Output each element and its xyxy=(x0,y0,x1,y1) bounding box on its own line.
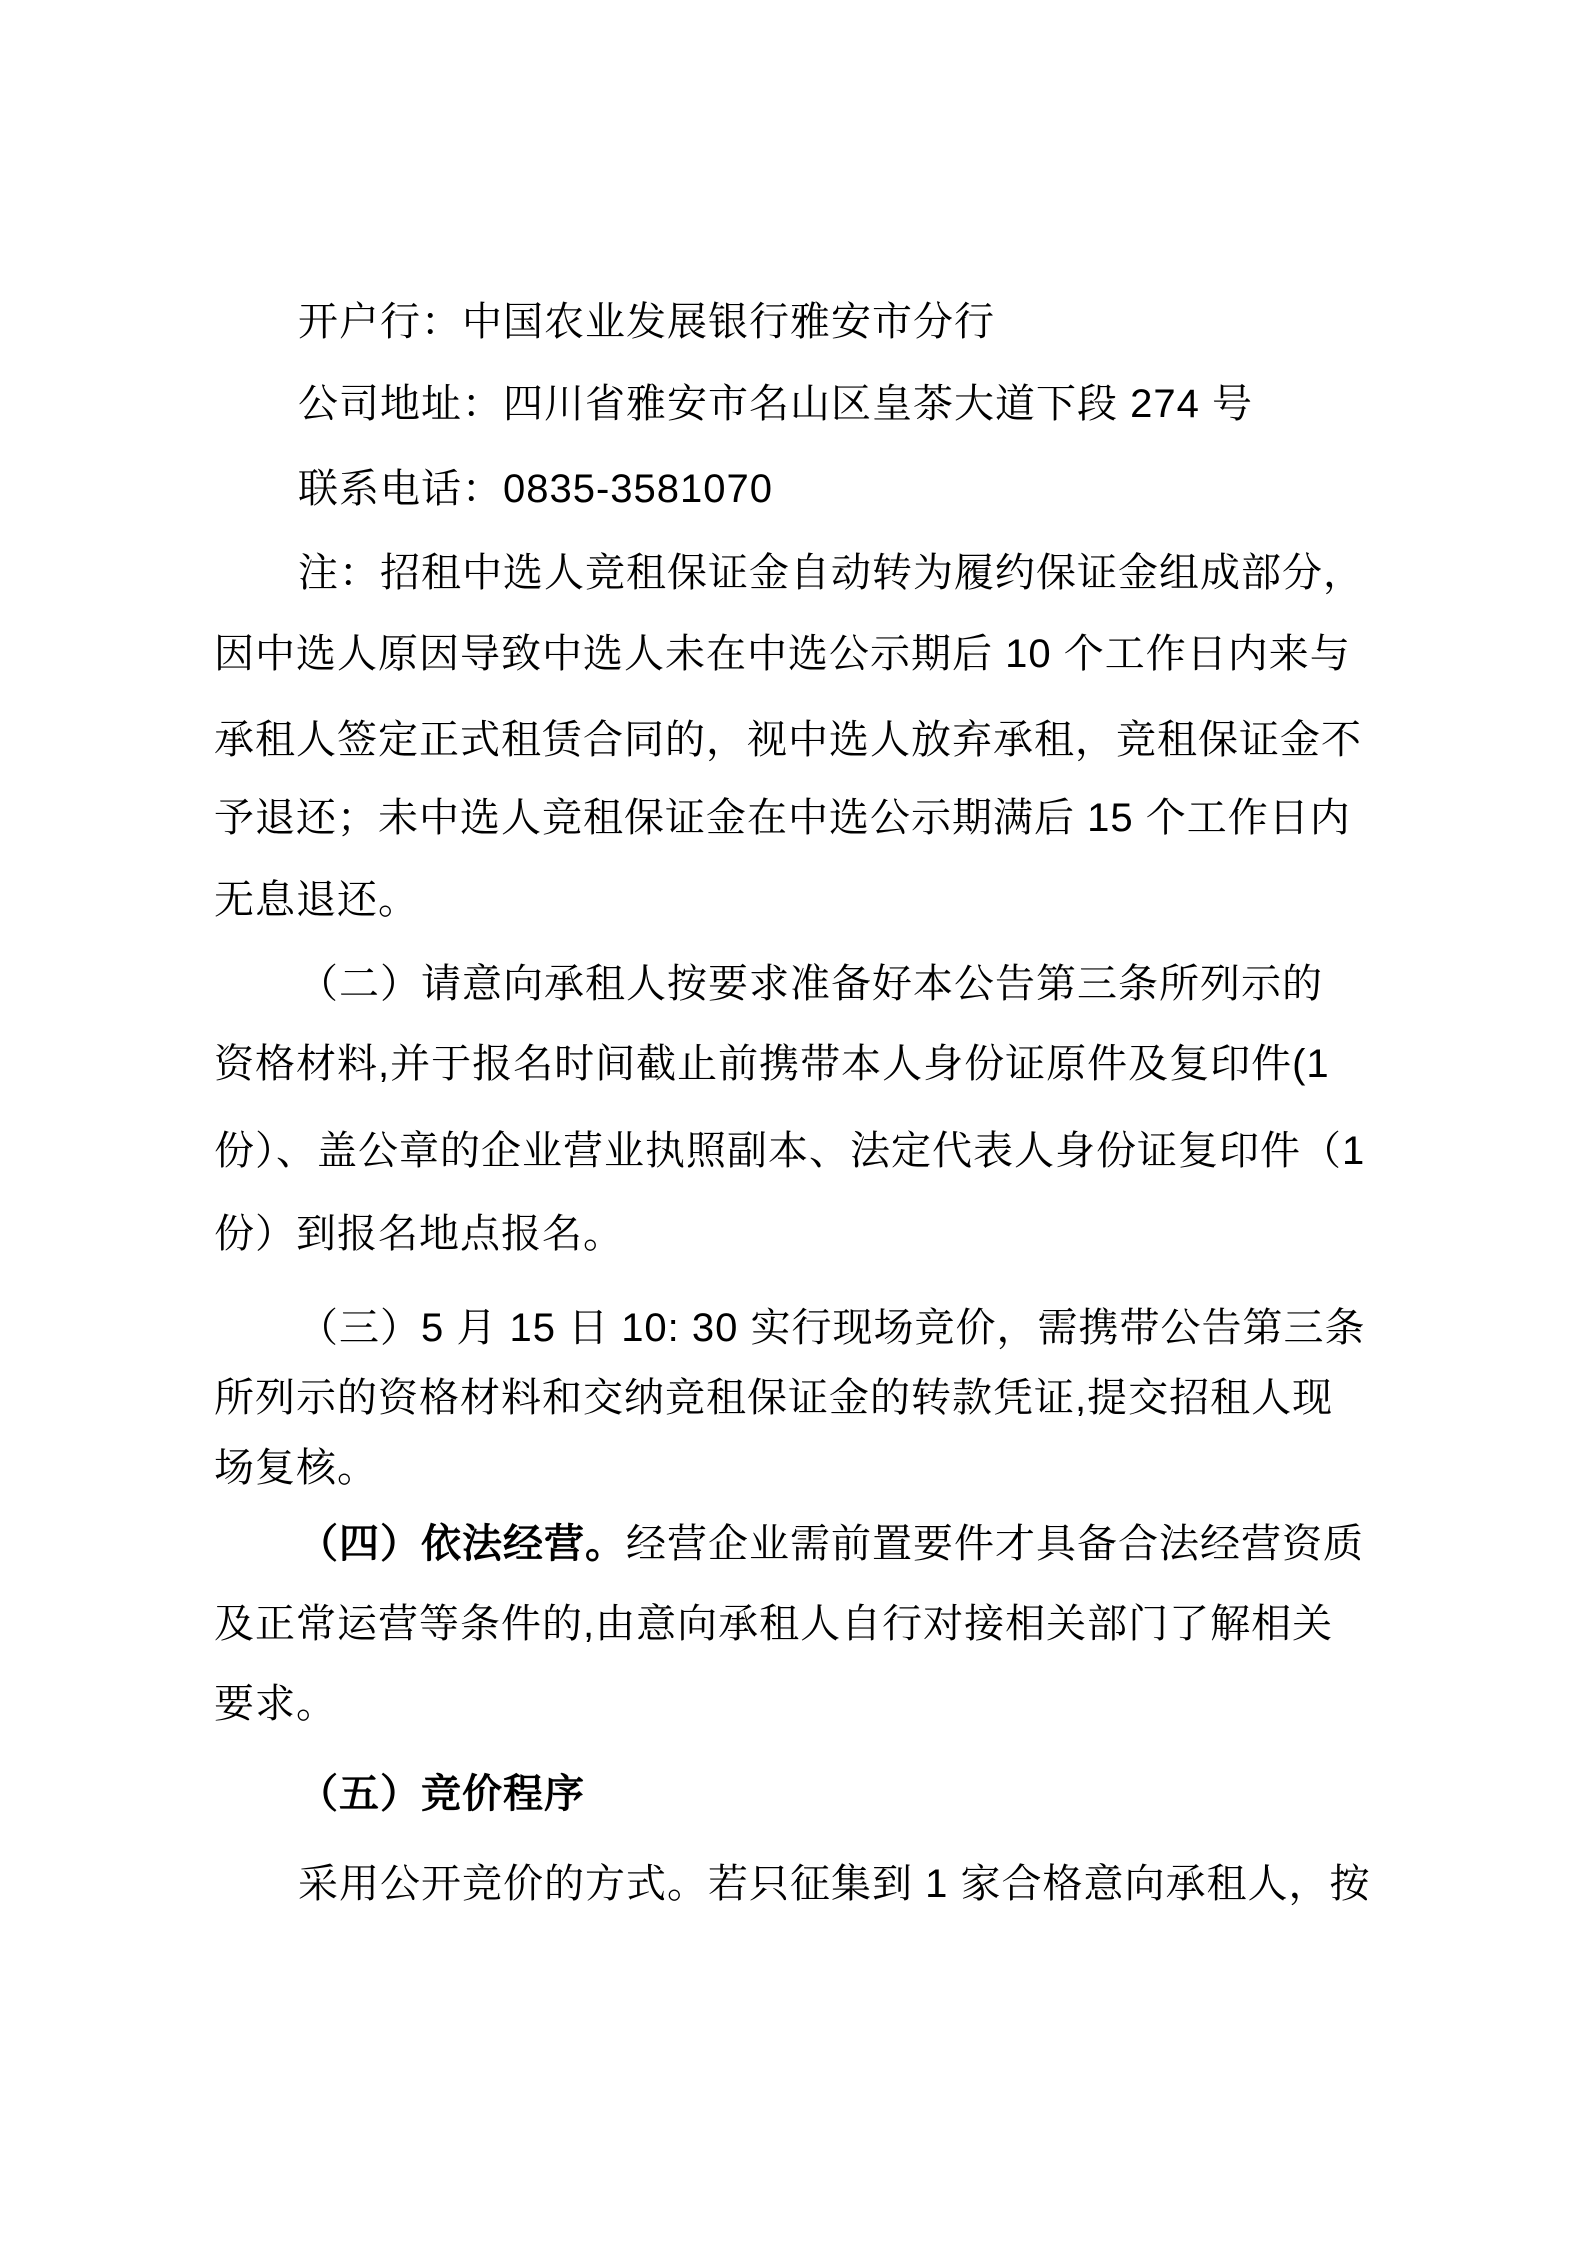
item3-line-1: （三）5 月 15 日 10: 30 实行现场竞价，需携带公告第三条 xyxy=(298,1306,1366,1350)
item2-line-1: （二）请意向承租人按要求准备好本公告第三条所列示的 xyxy=(298,962,1323,1006)
note-line-5: 无息退还。 xyxy=(214,878,419,922)
note-line-1: 注：招租中选人竞租保证金自动转为履约保证金组成部分， xyxy=(298,551,1364,595)
bank-line: 开户行：中国农业发展银行雅安市分行 xyxy=(298,300,995,344)
item4-line-1-rest: 经营企业需前置要件才具备合法经营资质 xyxy=(626,1522,1364,1566)
item4-heading: （四）依法经营。 xyxy=(298,1522,626,1566)
item2-line-2: 资格材料,并于报名时间截止前携带本人身份证原件及复印件(1 xyxy=(214,1042,1330,1086)
note-line-4: 予退还；未中选人竞租保证金在中选公示期满后 15 个工作日内 xyxy=(214,796,1351,840)
item3-line-2: 所列示的资格材料和交纳竞租保证金的转款凭证,提交招租人现 xyxy=(214,1376,1334,1420)
address-line: 公司地址：四川省雅安市名山区皇茶大道下段 274 号 xyxy=(298,382,1253,426)
item4-line-1 xyxy=(298,1522,1364,1566)
item5-heading: （五）竞价程序 xyxy=(298,1772,585,1816)
item3-line-3: 场复核。 xyxy=(214,1446,378,1490)
item2-line-4: 份）到报名地点报名。 xyxy=(214,1212,624,1256)
phone-line: 联系电话：0835-3581070 xyxy=(298,467,774,511)
note-line-3: 承租人签定正式租赁合同的，视中选人放弃承租，竞租保证金不 xyxy=(214,718,1362,762)
note-line-2: 因中选人原因导致中选人未在中选公示期后 10 个工作日内来与 xyxy=(214,632,1351,676)
bidding-line-1: 采用公开竞价的方式。若只征集到 1 家合格意向承租人，按 xyxy=(298,1862,1371,1906)
item2-line-3: 份）、盖公章的企业营业执照副本、法定代表人身份证复印件（1 xyxy=(214,1129,1366,1173)
item4-line-3: 要求。 xyxy=(214,1682,337,1726)
item4-line-2: 及正常运营等条件的,由意向承租人自行对接相关部门了解相关 xyxy=(214,1602,1334,1646)
